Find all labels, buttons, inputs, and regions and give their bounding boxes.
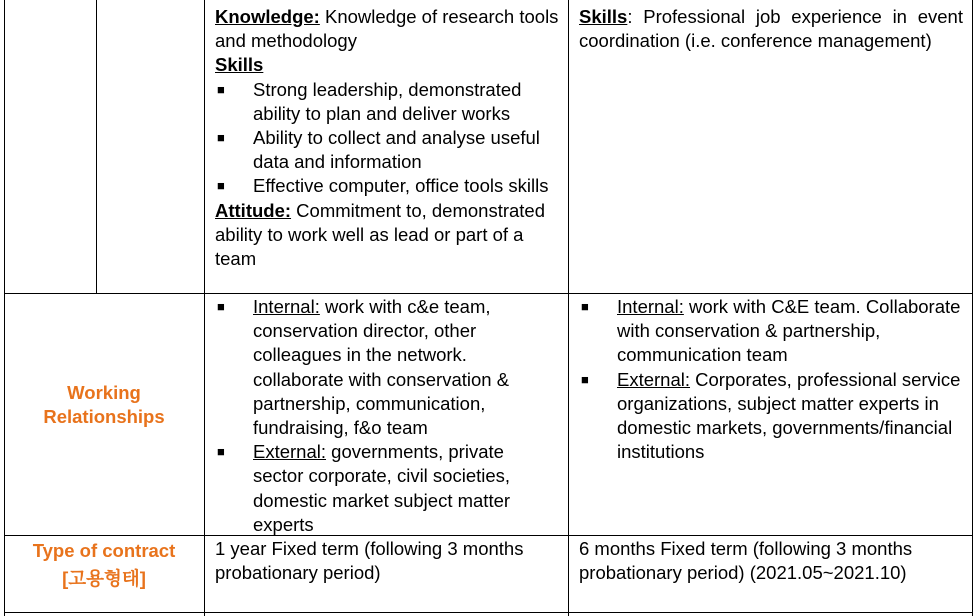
row3-col2-cell bbox=[215, 537, 565, 585]
type-of-contract-header bbox=[4, 537, 204, 593]
square-bullet-icon: ■ bbox=[581, 371, 589, 387]
square-bullet-icon: ■ bbox=[217, 81, 225, 97]
row2-col2-cell bbox=[215, 295, 557, 537]
table-border-inner bbox=[96, 0, 97, 293]
skills-item-text: Ability to collect and analyse useful data and information bbox=[253, 127, 540, 173]
list-item bbox=[215, 126, 563, 174]
row2-col3-cell bbox=[579, 295, 963, 464]
skills-paragraph bbox=[579, 5, 963, 53]
table-border-right bbox=[972, 0, 973, 616]
row-divider-1 bbox=[4, 293, 973, 294]
attitude-label: Attitude: bbox=[215, 199, 292, 221]
list-item bbox=[579, 295, 963, 368]
attitude-text: Commitment to, demonstrated ability to work well as lead or part of a team bbox=[215, 199, 546, 270]
working-relationships-header bbox=[4, 381, 204, 429]
internal-label: Internal: bbox=[253, 296, 320, 317]
header-line: Type of contract bbox=[32, 540, 176, 561]
list-item bbox=[215, 174, 563, 198]
external-text: Corporates, professional service organizations, subject matter experts in domestic markets, governments/financial institutions bbox=[617, 368, 961, 463]
skills-heading: Skills bbox=[215, 54, 264, 76]
internal-text: work with C&E team. Collaborate with conservation & partnership, communication team bbox=[617, 296, 961, 366]
row1-col2-cell bbox=[215, 5, 563, 271]
internal-text: work with c&e team, conservation director, other colleagues in the network. collaborate with conservation & partnership, communication, fundraising, f&o team bbox=[253, 296, 510, 439]
external-label: External: bbox=[617, 368, 691, 390]
square-bullet-icon: ■ bbox=[217, 178, 225, 194]
relationships-list bbox=[579, 295, 963, 464]
list-item bbox=[215, 440, 557, 537]
table-border-col2 bbox=[204, 0, 205, 616]
list-item bbox=[579, 368, 963, 465]
skills-list bbox=[215, 78, 563, 199]
square-bullet-icon: ■ bbox=[581, 299, 589, 314]
row3-col3-cell bbox=[579, 537, 963, 585]
square-bullet-icon: ■ bbox=[217, 130, 225, 146]
skills-item-text: Effective computer, office tools skills bbox=[253, 175, 549, 197]
square-bullet-icon: ■ bbox=[217, 444, 225, 460]
row1-col3-cell bbox=[579, 5, 963, 53]
header-line: Working bbox=[67, 382, 141, 403]
table-border-bottom bbox=[4, 612, 973, 613]
list-item bbox=[215, 78, 563, 126]
knowledge-paragraph bbox=[215, 5, 563, 53]
attitude-paragraph bbox=[215, 199, 563, 272]
header-line-korean: [고용형태] bbox=[62, 568, 146, 589]
internal-label: Internal: bbox=[617, 296, 684, 317]
contract-text: 1 year Fixed term (following 3 months probationary period) bbox=[215, 538, 524, 584]
skills-label: Skills bbox=[579, 6, 628, 27]
table-border-left bbox=[4, 0, 5, 616]
knowledge-label: Knowledge: bbox=[215, 6, 320, 27]
table-border-col3 bbox=[568, 0, 569, 616]
header-line: Relationships bbox=[43, 406, 165, 427]
relationships-list bbox=[215, 295, 557, 537]
external-label: External: bbox=[253, 441, 327, 463]
square-bullet-icon: ■ bbox=[217, 299, 225, 314]
skills-text: : Professional job experience in event coordination (i.e. conference management) bbox=[579, 6, 963, 52]
list-item bbox=[215, 295, 557, 440]
contract-text: 6 months Fixed term (following 3 months probationary period) (2021.05~2021.10) bbox=[579, 538, 913, 584]
knowledge-text: Knowledge of research tools and methodology bbox=[215, 6, 559, 52]
external-text: governments, private sector corporate, civil societies, domestic market subject matter experts bbox=[253, 441, 511, 535]
skills-item-text: Strong leadership, demonstrated ability to plan and deliver works bbox=[253, 78, 522, 124]
